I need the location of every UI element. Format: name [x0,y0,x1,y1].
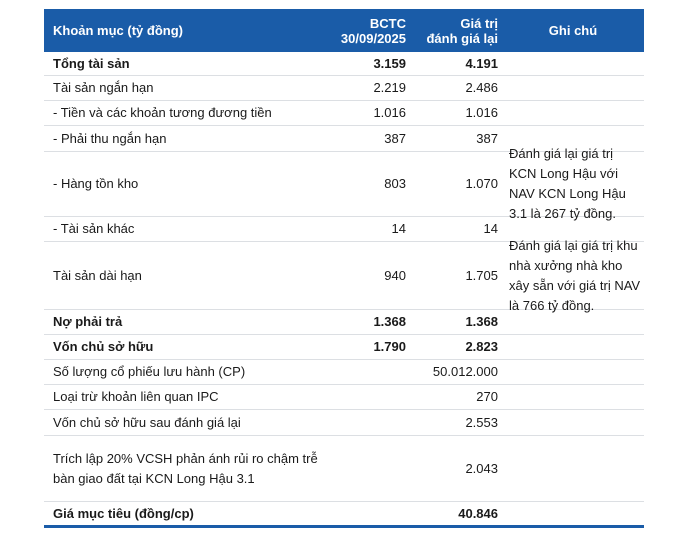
table-row [44,410,644,436]
row-label: - Hàng tồn kho [53,176,139,191]
row-revalued: 387 [476,130,498,146]
row-bctc: 1.790 [373,339,406,354]
row-note [502,502,644,525]
header-note: Ghi chú [548,23,598,38]
row-note [502,335,644,359]
row-note [502,436,644,501]
row-bctc: 14 [391,221,406,236]
row-revalued: 1.705 [465,267,498,283]
row-bctc [327,436,410,501]
row-revalued: 2.043 [465,460,498,476]
row-label: Tài sản ngắn hạn [53,80,154,95]
row-bctc [327,502,410,525]
row-label: Tài sản dài hạn [53,267,142,283]
header-revalued-line2: đánh giá lại [426,30,498,46]
row-bctc: 3.159 [373,55,406,71]
header-bctc [327,9,410,52]
row-label: Vốn chủ sở hữu [53,339,154,354]
row-revalued: 40.846 [458,505,498,521]
row-revalued: 2.553 [465,414,498,430]
row-note [502,410,644,435]
row-label: Trích lập 20% VCSH phản ánh rủi ro chậm trễ bàn giao đất tại KCN Long Hậu 3.1 [53,450,318,486]
row-note: Đánh giá lại giá trị KCN Long Hậu với NAV KCN Long Hậu 3.1 là 267 tỷ đồng. [509,146,626,221]
table-row [44,76,644,101]
valuation-table [44,9,644,528]
header-item: Khoản mục (tỷ đồng) [53,23,183,38]
row-bctc [327,410,410,435]
row-label: Nợ phải trả [53,314,123,329]
table-row [44,146,644,221]
row-revalued: 2.486 [465,80,498,95]
row-note [502,360,644,384]
header-bctc-line1: BCTC [369,15,406,31]
header-revalued-line1: Giá trị [460,15,498,31]
row-bctc: 1.016 [373,105,406,120]
table-row [44,335,644,360]
header-revalued [410,9,502,52]
row-note [502,52,644,75]
row-bctc [327,385,410,409]
table-header [44,9,644,52]
row-bctc: 803 [384,176,406,191]
row-bctc: 1.368 [373,314,406,329]
row-revalued: 270 [476,389,498,404]
table-row [44,436,644,502]
table-row [44,52,644,76]
row-revalued: 1.016 [465,105,498,120]
row-note [502,385,644,409]
row-label: - Tiền và các khoản tương đương tiền [53,105,272,120]
row-note: Đánh giá lại giá trị khu nhà xưởng nhà kho xây sẵn với giá trị NAV là 766 tỷ đồng. [509,237,641,313]
header-bctc-line2: 30/09/2025 [340,30,406,46]
row-label: - Tài sản khác [53,221,135,236]
table-row [44,101,644,126]
table-row [44,502,644,528]
row-note [502,101,644,125]
table-row [44,237,644,313]
row-label: Số lượng cổ phiếu lưu hành (CP) [53,364,246,379]
row-label: Vốn chủ sở hữu sau đánh giá lại [53,414,241,430]
row-bctc: 940 [384,267,406,283]
row-bctc: 2.219 [373,80,406,95]
row-label: Loại trừ khoản liên quan IPC [53,389,219,404]
row-bctc [327,360,410,384]
row-note [502,310,644,334]
row-label: Tổng tài sản [53,55,130,71]
table-row [44,360,644,385]
row-revalued: 1.368 [465,314,498,329]
row-revalued: 1.070 [465,176,498,191]
row-revalued: 2.823 [465,339,498,354]
row-label: Giá mục tiêu (đồng/cp) [53,505,194,521]
row-revalued: 50.012.000 [432,364,498,379]
row-revalued: 14 [483,221,498,236]
row-label: - Phải thu ngắn hạn [53,130,167,146]
table-row [44,310,644,335]
row-revalued: 4.191 [465,55,498,71]
row-note [502,76,644,100]
table-row [44,385,644,410]
row-bctc: 387 [384,130,406,146]
